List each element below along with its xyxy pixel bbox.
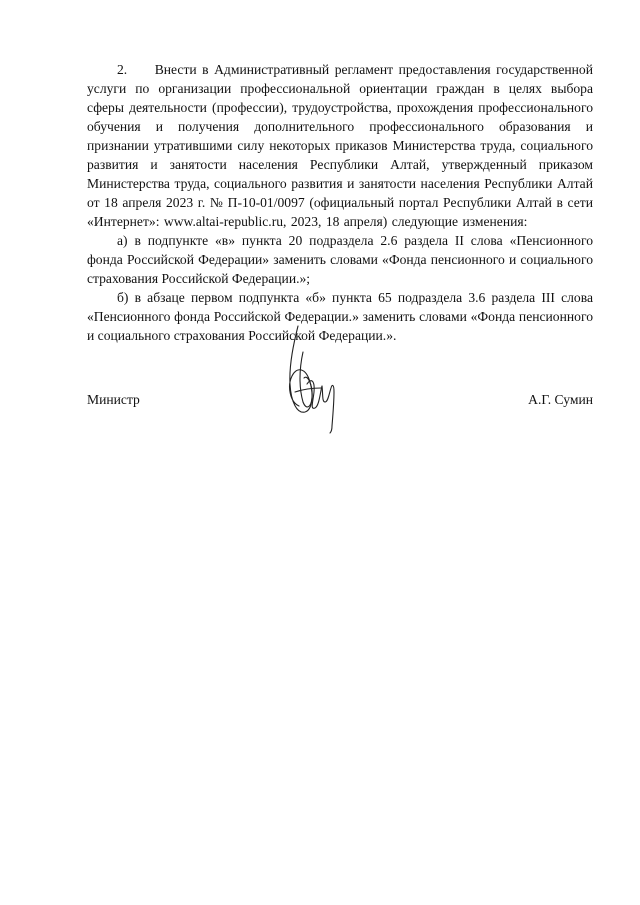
signatory-name: А.Г. Сумин [528,392,593,407]
signatory-position: Министр [87,392,140,407]
paragraph-item-2: 2. Внести в Административный регламент предоставления государственной услуги по организации профессиональной ориентации граждан в целях выбора сферы деятельности (профессии), трудоустройства, прохождения профессионального обучения и получения дополнительного профессионального образования и признании утратившими силу некоторых приказов Министерства труда, социального развития и занятости населения Республики Алтай, утвержденный приказом Министерства труда, социального развития и занятости населения Республики Алтай от 18 апреля 2023 г. № П-10-01/0097 (официальный портал Республики Алтай в сети «Интернет»: www.altai-republic.ru, 2023, 18 апреля) следующие изменения: [87,62,593,229]
paragraph-subitem-a: а) в подпункте «в» пункта 20 подраздела 2.6 раздела II слова «Пенсионного фонда Российской Федерации» заменить словами «Фонда пенсионного и социального страхования Российской Федерации.»; [87,233,593,286]
handwritten-signature-image [277,322,347,434]
paragraph-subitem-b: б) в абзаце первом подпункта «б» пункта 65 подраздела 3.6 раздела III слова «Пенсионного фонда Российской Федерации.» заменить словами «Фонда пенсионного и социального страхования Российской Федерации.». [87,290,593,343]
document-body [87,60,593,345]
